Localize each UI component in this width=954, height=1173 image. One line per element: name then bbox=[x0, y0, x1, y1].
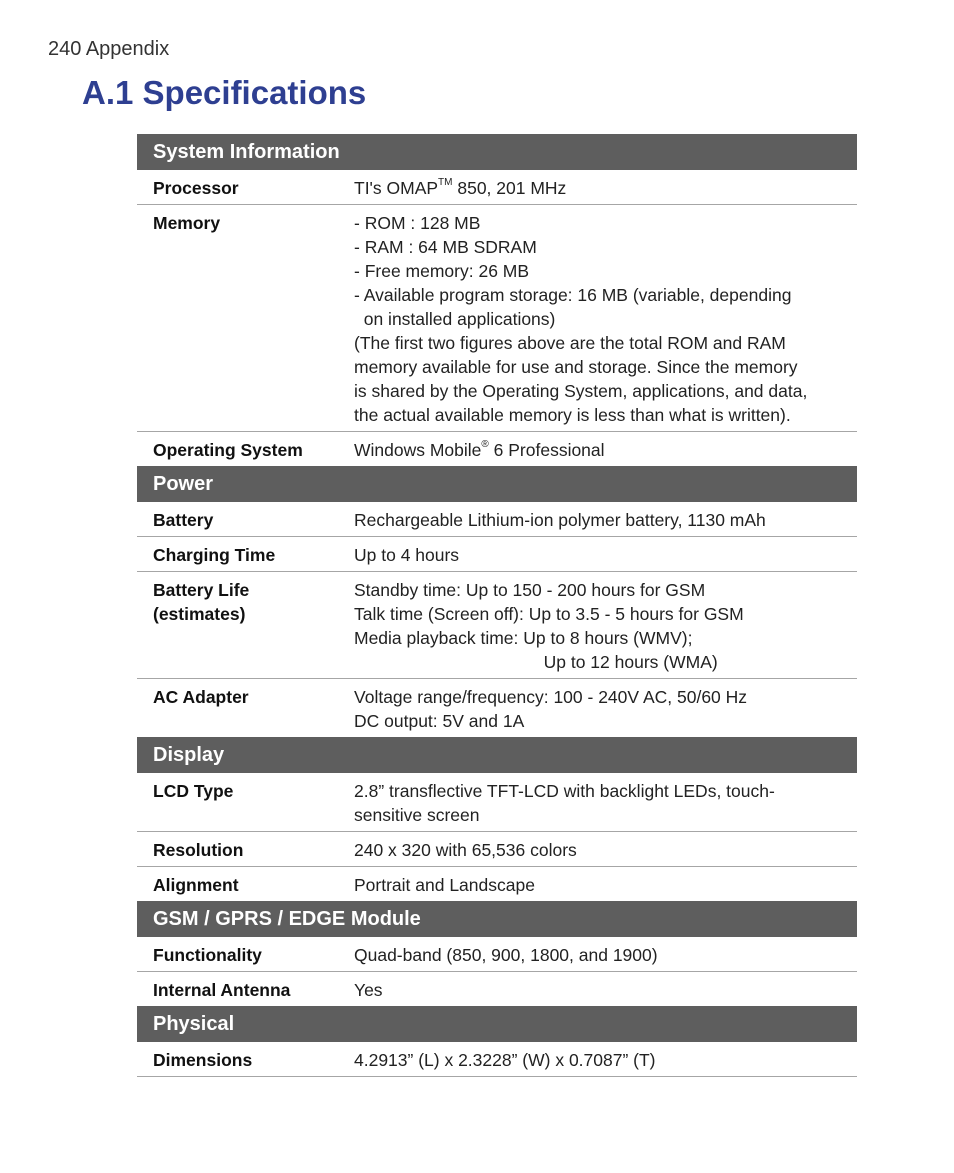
spec-value: Rechargeable Lithium-ion polymer battery, 1130 mAh bbox=[338, 502, 857, 537]
spec-label: LCD Type bbox=[137, 773, 338, 832]
spec-label bbox=[137, 572, 338, 679]
spec-label: Resolution bbox=[137, 832, 338, 867]
value-line: (The first two figures above are the total ROM and RAM bbox=[354, 333, 786, 353]
value-line: on installed applications) bbox=[354, 309, 556, 329]
value-line: - ROM : 128 MB bbox=[354, 213, 481, 233]
trademark-mark: TM bbox=[438, 177, 453, 189]
value-line: is shared by the Operating System, applications, and data, bbox=[354, 381, 808, 401]
value-line: Voltage range/frequency: 100 - 240V AC, 50/60 Hz bbox=[354, 687, 748, 707]
spec-label: Memory bbox=[137, 205, 338, 432]
spec-label: Dimensions bbox=[137, 1042, 338, 1077]
spec-row-dimensions bbox=[137, 1042, 857, 1077]
value-text: Windows Mobile bbox=[354, 440, 482, 460]
spec-row-functionality bbox=[137, 937, 857, 972]
spec-label: Processor bbox=[137, 170, 338, 205]
spec-row-lcd-type bbox=[137, 773, 857, 832]
spec-row-internal-antenna bbox=[137, 972, 857, 1007]
value-line: the actual available memory is less than what is written). bbox=[354, 405, 791, 425]
value-line: Talk time (Screen off): Up to 3.5 - 5 hours for GSM bbox=[354, 604, 744, 624]
value-line: Media playback time: Up to 8 hours (WMV); bbox=[354, 628, 693, 648]
page-title: A.1 Specifications bbox=[82, 74, 367, 111]
section-header-gsm bbox=[137, 901, 857, 937]
section-title: Power bbox=[137, 466, 857, 502]
spec-label: Operating System bbox=[153, 440, 303, 460]
spec-value: Yes bbox=[354, 980, 383, 1000]
spec-row-resolution bbox=[137, 832, 857, 867]
value-line: 2.8” transflective TFT-LCD with backlight LEDs, touch- bbox=[354, 781, 775, 801]
spec-row-operating-system bbox=[137, 432, 857, 467]
section-title: GSM / GPRS / EDGE Module bbox=[137, 901, 857, 937]
spec-value: 240 x 320 with 65,536 colors bbox=[338, 832, 857, 867]
section-title: Physical bbox=[137, 1006, 857, 1042]
section-title: Display bbox=[137, 737, 857, 773]
spec-label: Internal Antenna bbox=[153, 980, 291, 1000]
spec-label: AC Adapter bbox=[153, 687, 249, 707]
spec-value bbox=[338, 679, 857, 738]
section-header-system bbox=[137, 134, 857, 170]
spec-label: Charging Time bbox=[137, 537, 338, 572]
running-head: 240 Appendix bbox=[48, 38, 170, 60]
value-line: memory available for use and storage. Since the memory bbox=[354, 357, 798, 377]
spec-value: Quad-band (850, 900, 1800, and 1900) bbox=[338, 937, 857, 972]
spec-value bbox=[338, 432, 857, 467]
spec-row-alignment bbox=[137, 867, 857, 902]
value-line: Up to 12 hours (WMA) bbox=[354, 652, 718, 672]
spec-row-memory bbox=[137, 205, 857, 432]
spec-row-battery bbox=[137, 502, 857, 537]
value-text: 6 Professional bbox=[488, 440, 605, 460]
section-title: System Information bbox=[137, 134, 857, 170]
spec-row-ac-adapter bbox=[137, 679, 857, 738]
spec-value bbox=[338, 572, 857, 679]
spec-value: Portrait and Landscape bbox=[354, 875, 535, 895]
specifications-table bbox=[137, 134, 857, 1077]
section-header-display bbox=[137, 737, 857, 773]
value-line: - Available program storage: 16 MB (variable, depending bbox=[354, 285, 792, 305]
spec-label: Battery bbox=[137, 502, 338, 537]
spec-row-processor bbox=[137, 170, 857, 205]
spec-value bbox=[338, 773, 857, 832]
value-line: Standby time: Up to 150 - 200 hours for GSM bbox=[354, 580, 706, 600]
value-text: 850, 201 MHz bbox=[452, 178, 567, 198]
spec-value: Up to 4 hours bbox=[338, 537, 857, 572]
spec-label: Alignment bbox=[153, 875, 239, 895]
value-line: - RAM : 64 MB SDRAM bbox=[354, 237, 537, 257]
spec-value: 4.2913” (L) x 2.3228” (W) x 0.7087” (T) bbox=[338, 1042, 857, 1077]
value-line: sensitive screen bbox=[354, 805, 480, 825]
spec-value bbox=[338, 205, 857, 432]
label-line: Battery Life bbox=[153, 580, 250, 600]
section-header-power bbox=[137, 466, 857, 502]
value-line: - Free memory: 26 MB bbox=[354, 261, 530, 281]
registered-mark: ® bbox=[481, 439, 489, 451]
spec-row-battery-life bbox=[137, 572, 857, 679]
value-line: DC output: 5V and 1A bbox=[354, 711, 525, 731]
spec-value bbox=[338, 170, 857, 205]
spec-label: Functionality bbox=[137, 937, 338, 972]
value-text: TI's OMAP bbox=[354, 178, 439, 198]
section-header-physical bbox=[137, 1006, 857, 1042]
spec-row-charging-time bbox=[137, 537, 857, 572]
label-line: (estimates) bbox=[153, 604, 246, 624]
